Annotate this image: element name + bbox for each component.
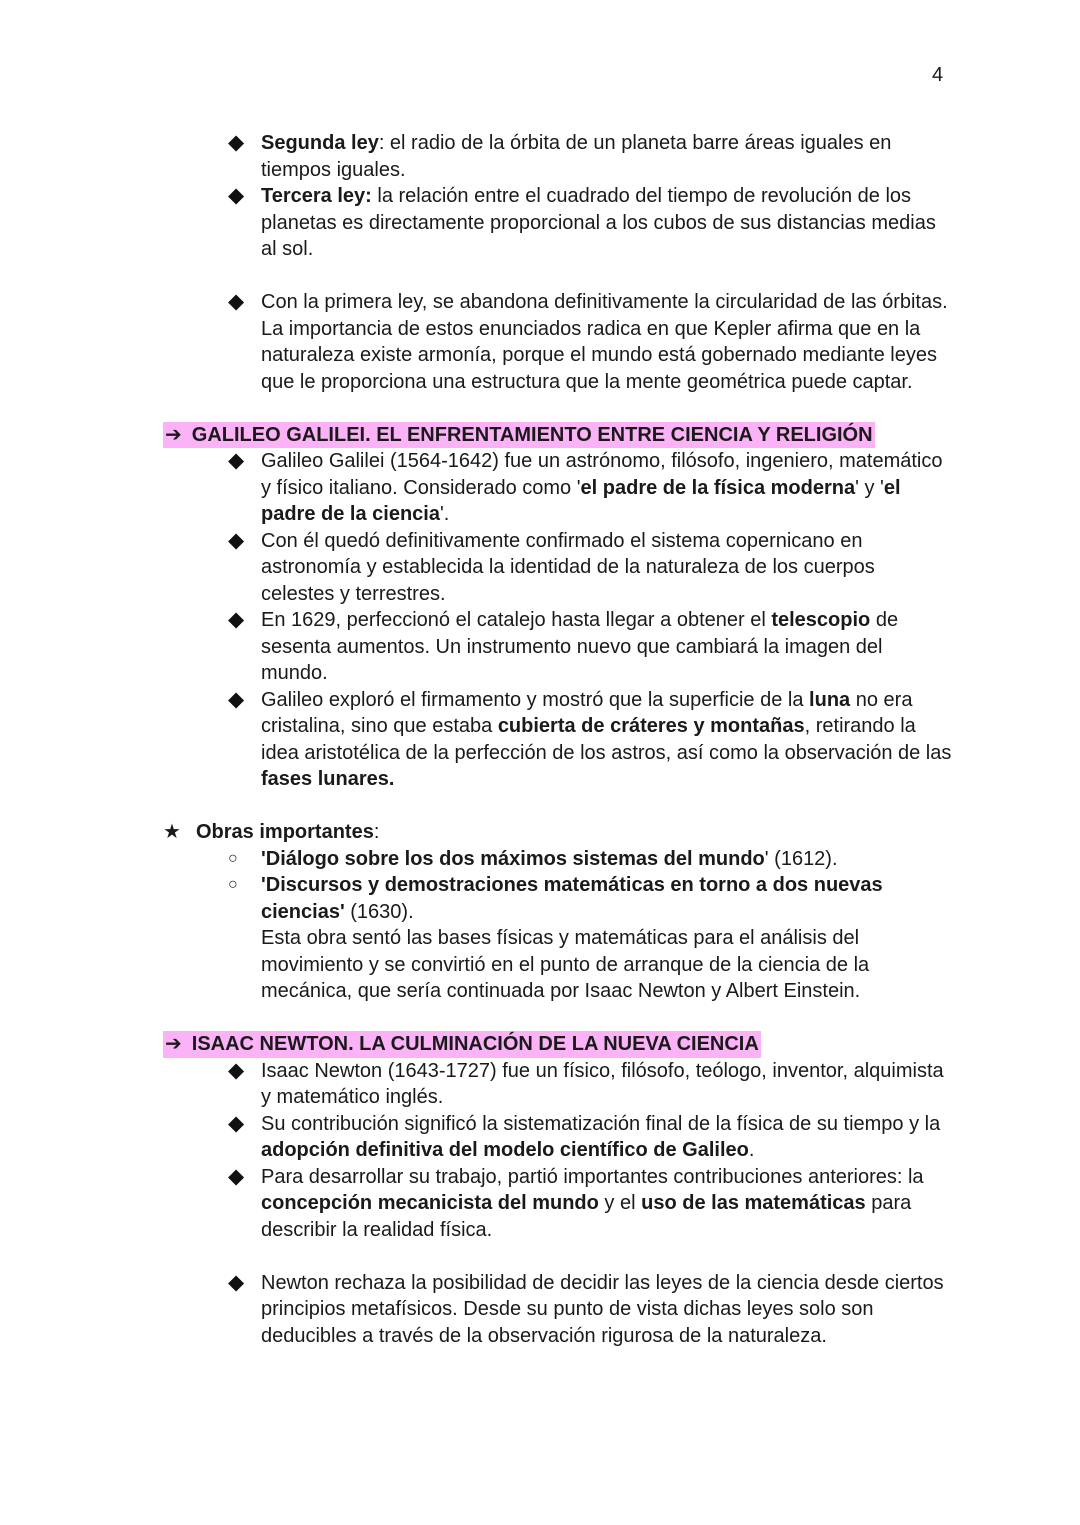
spacer — [0, 1243, 1080, 1270]
spacer — [0, 263, 1080, 290]
bold-span: telescopio — [771, 609, 871, 631]
text-span: Galileo exploró el firmamento y mostró que la superficie de la — [261, 688, 810, 711]
heading-text: ISAAC NEWTON. LA CULMINACIÓN DE LA NUEVA CIENCIA — [191, 1033, 759, 1055]
bold-span: concepción mecanicista del mundo — [261, 1192, 599, 1214]
second-law-title: Segunda ley — [261, 132, 379, 154]
highlighted-heading — [163, 1031, 761, 1058]
list-item — [261, 448, 952, 528]
list-item — [261, 1058, 952, 1111]
bold-span: 'Discursos y demostraciones matemáticas en torno a dos nuevas ciencias' — [261, 874, 883, 923]
section-heading-galileo — [163, 422, 1080, 449]
bold-span: uso de las matemáticas — [641, 1192, 866, 1214]
list-item — [261, 687, 952, 793]
text-span: Newton rechaza la posibilidad de decidir las leyes de la ciencia desde ciertos principios metafísicos. Desde su punto de vista dichas leyes solo son deducibles a través de la observación rigurosa de la naturaleza. — [261, 1271, 944, 1347]
bold-span: cubierta de cráteres y montañas — [497, 715, 805, 737]
document-body — [0, 130, 1080, 1349]
arrow-right-icon: ➔ — [165, 1033, 182, 1055]
bold-span: Obras importantes — [196, 821, 374, 843]
list-item — [261, 130, 952, 183]
list-item — [261, 872, 952, 925]
bold-span: luna — [809, 688, 851, 711]
text-span: no era cristalina, sino que estaba — [261, 688, 913, 737]
spacer — [0, 793, 1080, 820]
text-span: Isaac Newton (1643-1727) fue un físico, filósofo, teólogo, inventor, alquimista y matemático inglés. — [261, 1059, 944, 1108]
text-span: ' y ' — [855, 476, 884, 499]
text-span: Con él quedó definitivamente confirmado el sistema copernicano en astronomía y establecida la identidad de la naturaleza de los cuerpos celestes y terrestres. — [261, 529, 875, 605]
list-item — [261, 289, 952, 395]
list-item — [261, 846, 952, 873]
text-span: '. — [439, 503, 450, 525]
list-item — [261, 528, 952, 608]
galileo-list — [0, 448, 1080, 793]
text-span: de sesenta aumentos. Un instrumento nuevo que cambiará la imagen del mundo. — [261, 609, 899, 684]
bold-span: adopción definitiva del modelo científico de Galileo — [261, 1139, 749, 1161]
list-item — [261, 183, 952, 263]
text-span: Galileo Galilei (1564-1642) fue un astrónomo, filósofo, ingeniero, matemático y físico italiano. Considerado como ' — [261, 450, 943, 499]
text-span: Para desarrollar su trabajo, partió importantes contribuciones anteriores: la — [261, 1165, 924, 1188]
text-span: para describir la realidad física. — [261, 1192, 912, 1241]
third-law-text: la relación entre el cuadrado del tiempo de revolución de los planetas es directamente proporcional a los cubos de sus distancias medias al sol. — [261, 185, 936, 260]
bold-span: el padre de la ciencia — [261, 476, 901, 525]
list-item — [261, 1164, 952, 1244]
text-span: En 1629, perfeccionó el catalejo hasta llegar a obtener el — [261, 609, 772, 631]
second-law-text: : el radio de la órbita de un planeta barre áreas iguales en tiempos iguales. — [261, 132, 892, 181]
works-list — [0, 846, 1080, 926]
list-item — [261, 607, 952, 687]
kepler-laws-list — [0, 130, 1080, 263]
text-span: : — [373, 821, 380, 843]
section-heading-newton — [163, 1031, 1080, 1058]
newton-list — [0, 1058, 1080, 1244]
kepler-summary: Con la primera ley, se abandona definitivamente la circularidad de las órbitas. La importancia de estos enunciados radica en que Kepler afirma que en la naturaleza existe armonía, porque el mundo está gobernado mediante leyes que le proporciona una estructura que la mente geométrica puede captar. — [261, 291, 948, 393]
work-description: Esta obra sentó las bases físicas y matemáticas para el análisis del movimiento y se convirtió en el punto de arranque de la ciencia de la mecánica, que sería continuada por Isaac Newton y Albert Einstein. — [261, 927, 870, 1002]
works-title — [196, 819, 1080, 846]
list-item — [261, 1111, 952, 1164]
text-span: , retirando la idea aristotélica de la perfección de los astros, así como la observación de las — [261, 715, 952, 764]
spacer — [0, 395, 1080, 422]
text-span: y el — [598, 1192, 642, 1214]
heading-text: GALILEO GALILEI. EL ENFRENTAMIENTO ENTRE CIENCIA Y RELIGIÓN — [191, 423, 873, 446]
newton-summary-list — [0, 1270, 1080, 1350]
highlighted-heading — [163, 422, 875, 449]
arrow-right-icon: ➔ — [165, 423, 182, 446]
text-span: Su contribución significó la sistematización final de la física de su tiempo y la — [261, 1112, 941, 1135]
page-number: 4 — [932, 64, 944, 86]
kepler-summary-list — [0, 289, 1080, 395]
bold-span: fases lunares. — [261, 768, 395, 790]
spacer — [0, 1005, 1080, 1032]
bold-span: 'Diálogo sobre los dos máximos sistemas del mundo — [261, 847, 765, 870]
text-span: (1630). — [344, 900, 414, 923]
list-item — [261, 1270, 952, 1350]
text-span: ' (1612). — [764, 847, 838, 870]
third-law-title: Tercera ley: — [261, 185, 372, 207]
bold-span: el padre de la física moderna — [580, 476, 856, 499]
text-span: . — [748, 1139, 755, 1161]
